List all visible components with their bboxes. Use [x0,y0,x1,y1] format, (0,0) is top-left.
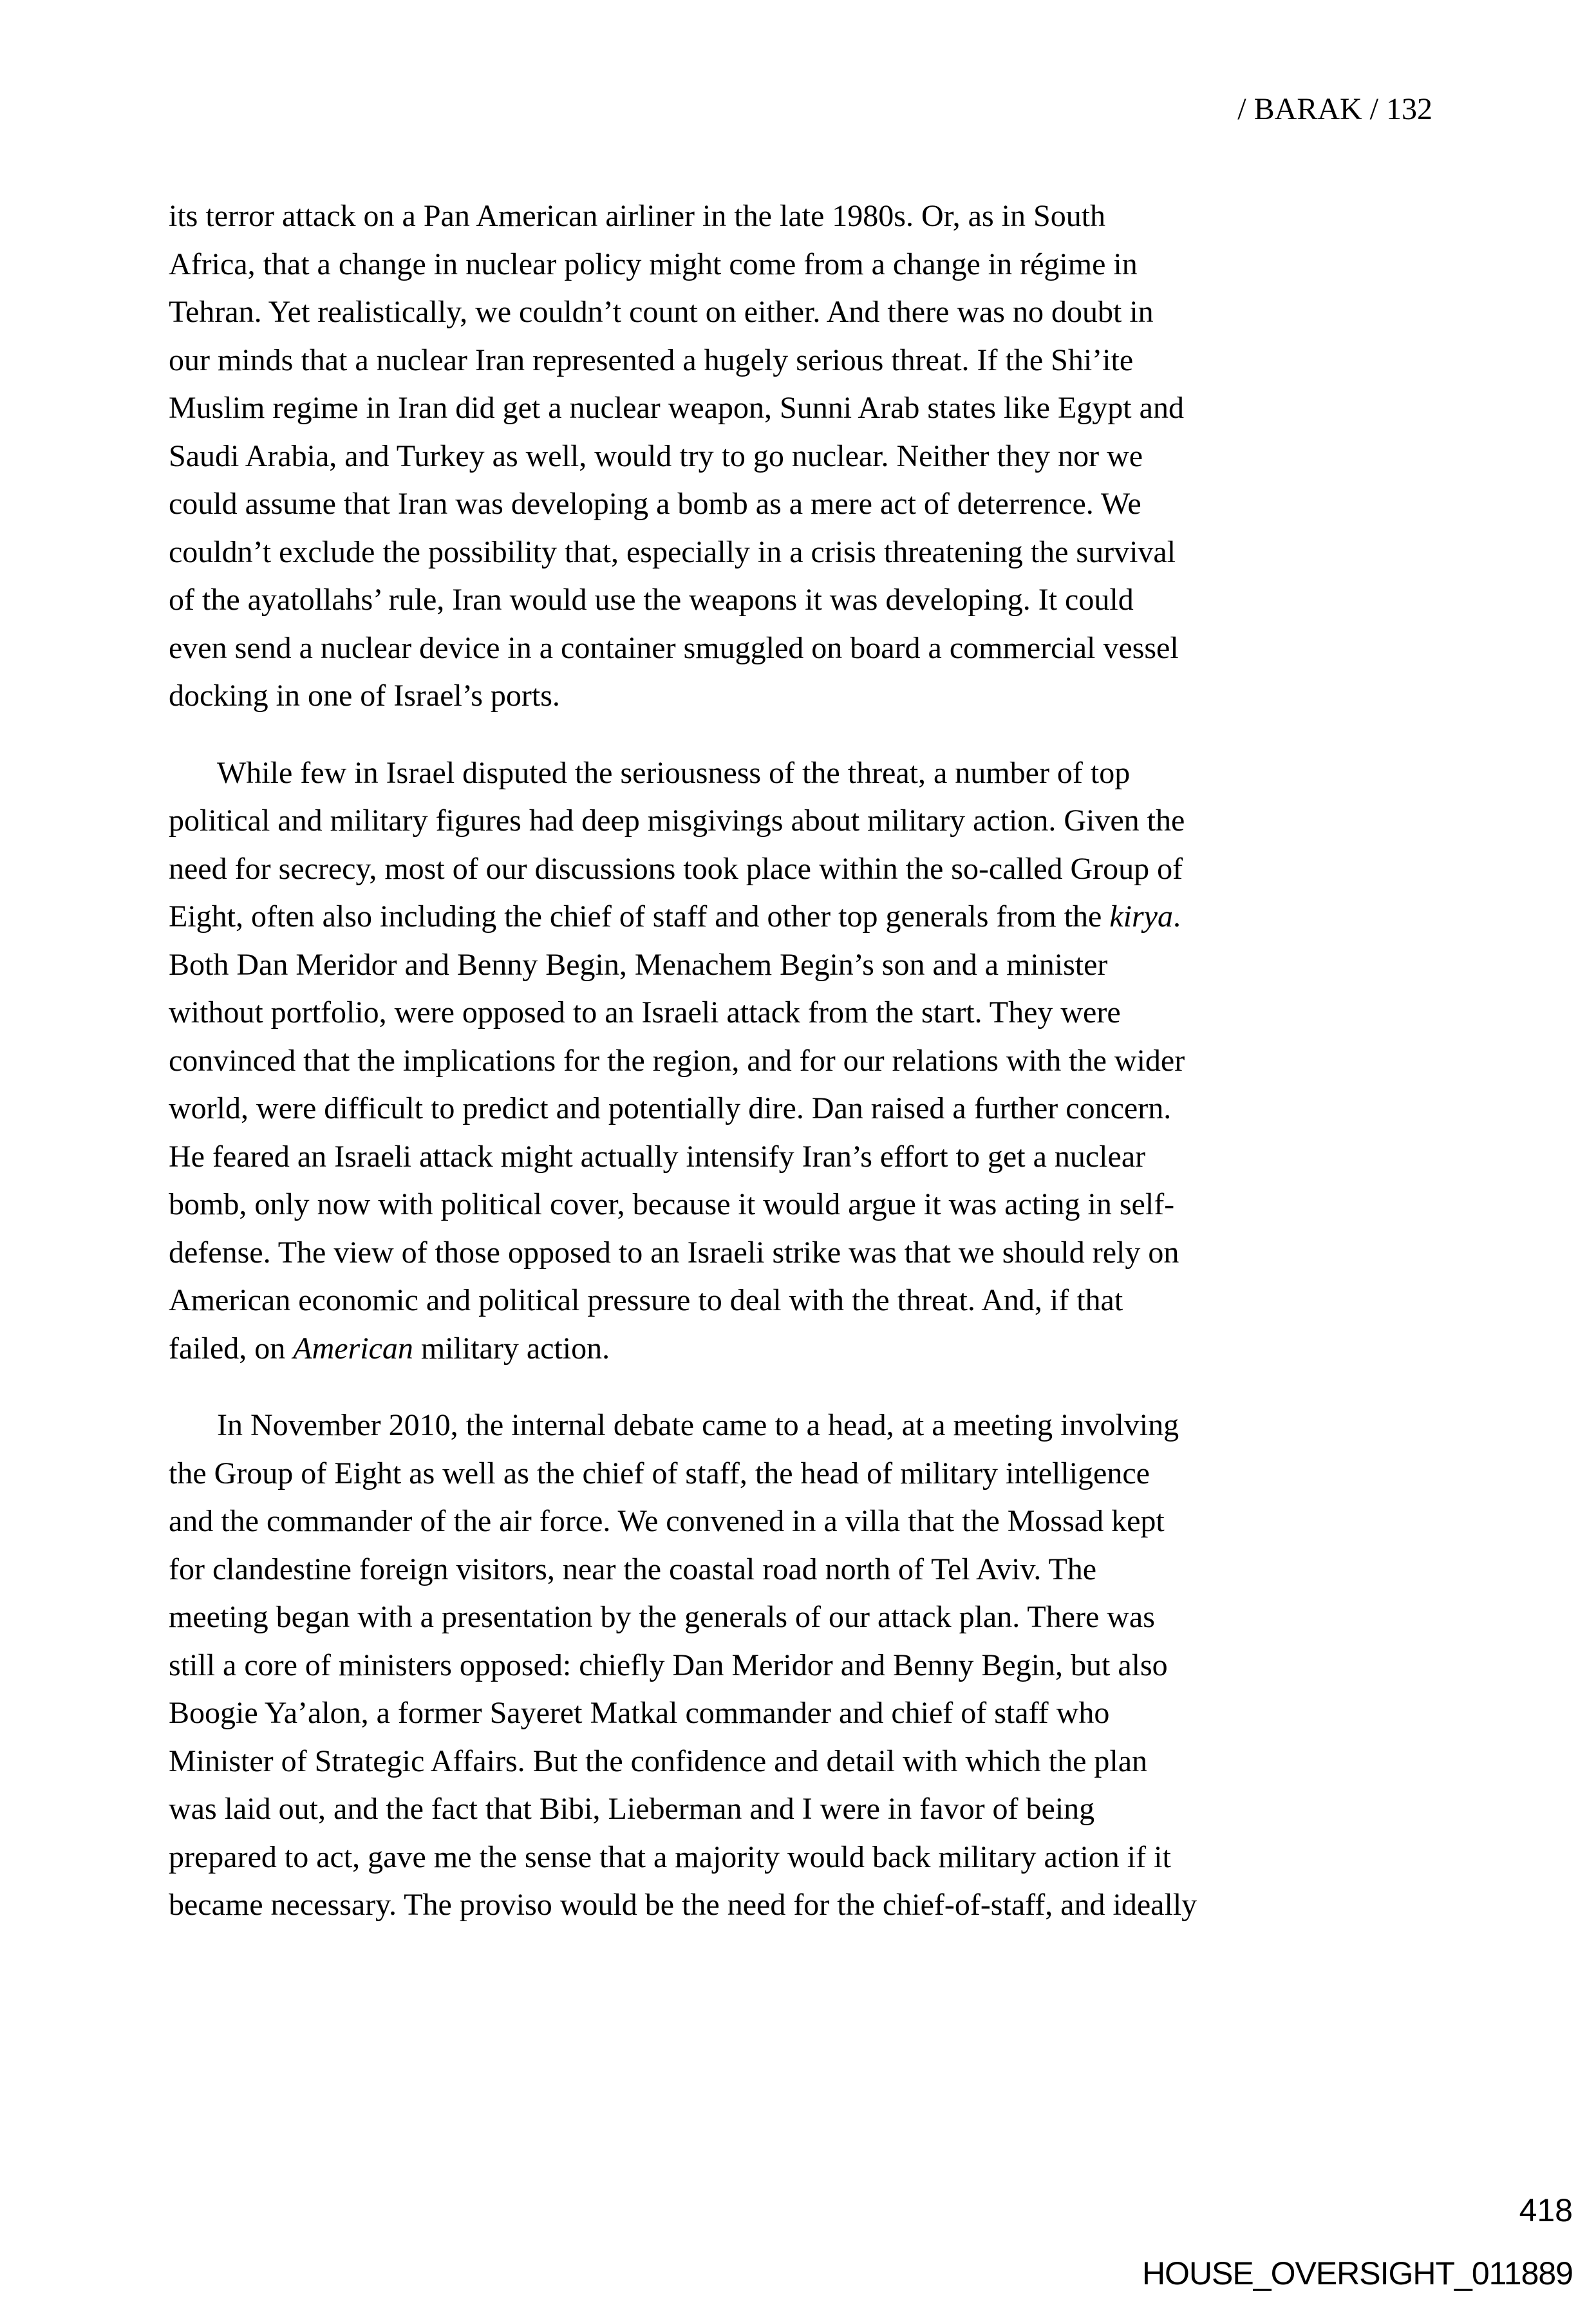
text-line: world, were difficult to predict and potentially dire. Dan raised a further concern. [169,1091,1172,1125]
text-line: meeting began with a presentation by the generals of our attack plan. There was [169,1600,1155,1634]
paragraph [169,749,1440,1373]
page-number: 418 [1519,2192,1573,2228]
text-line: Boogie Ya’alon, a former Sayeret Matkal commander and chief of staff who [169,1696,1110,1730]
text-line: Both Dan Meridor and Benny Begin, Menachem Begin’s son and a minister [169,947,1108,982]
text-line: Muslim regime in Iran did get a nuclear weapon, Sunni Arab states like Egypt and [169,391,1184,425]
text-line: couldn’t exclude the possibility that, especially in a crisis threatening the survival [169,534,1176,569]
text-line: He feared an Israeli attack might actually intensify Iran’s effort to get a nuclear [169,1139,1146,1174]
text-line: While few in Israel disputed the seriousness of the threat, a number of top [217,755,1131,790]
text-line: even send a nuclear device in a container smuggled on board a commercial vessel [169,630,1179,665]
text-line: American economic and political pressure to deal with the threat. And, if that [169,1283,1123,1317]
paragraph [169,193,1440,720]
text-line: prepared to act, gave me the sense that a majority would back military action if it [169,1839,1171,1874]
text-line: and the commander of the air force. We convened in a villa that the Mossad kept [169,1504,1165,1538]
body-text [169,193,1440,1959]
text-line: the Group of Eight as well as the chief of staff, the head of military intelligence [169,1456,1150,1490]
text-line: still a core of ministers opposed: chiefly Dan Meridor and Benny Begin, but also [169,1648,1168,1682]
text-line: Saudi Arabia, and Turkey as well, would try to go nuclear. Neither they nor we [169,438,1143,473]
text-line: our minds that a nuclear Iran represented a hugely serious threat. If the Shi’ite [169,343,1134,377]
running-head: / BARAK / 132 [1237,92,1432,126]
text-line: In November 2010, the internal debate came to a head, at a meeting involving [217,1408,1179,1442]
text-line: Minister of Strategic Affairs. But the confidence and detail with which the plan [169,1744,1148,1778]
text-line: of the ayatollahs’ rule, Iran would use the weapons it was developing. It could [169,583,1134,617]
paragraph [169,1402,1440,1930]
italic-segment: American [293,1331,413,1366]
text-line: Eight, often also including the chief of staff and other top generals from the kirya. [169,899,1181,934]
text-line: failed, on American military action. [169,1331,610,1366]
text-line: political and military figures had deep misgivings about military action. Given the [169,804,1185,838]
text-line: for clandestine foreign visitors, near the coastal road north of Tel Aviv. The [169,1552,1097,1586]
text-line: docking in one of Israel’s ports. [169,679,560,713]
text-line: defense. The view of those opposed to an Israeli strike was that we should rely on [169,1235,1179,1270]
text-line: was laid out, and the fact that Bibi, Lieberman and I were in favor of being [169,1792,1095,1826]
text-line: bomb, only now with political cover, because it would argue it was acting in self- [169,1187,1175,1221]
text-line: became necessary. The proviso would be the need for the chief-of-staff, and ideally [169,1888,1197,1922]
text-line: convinced that the implications for the region, and for our relations with the wider [169,1043,1185,1078]
italic-segment: kirya [1109,899,1173,934]
text-line: without portfolio, were opposed to an Israeli attack from the start. They were [169,995,1121,1029]
text-line: Africa, that a change in nuclear policy might come from a change in régime in [169,247,1138,281]
text-line: could assume that Iran was developing a bomb as a mere act of deterrence. We [169,487,1141,521]
text-line: its terror attack on a Pan American airliner in the late 1980s. Or, as in South [169,199,1106,233]
bates-stamp: HOUSE_OVERSIGHT_011889 [1141,2255,1573,2291]
text-line: need for secrecy, most of our discussions took place within the so-called Group of [169,851,1183,886]
text-line: Tehran. Yet realistically, we couldn’t count on either. And there was no doubt in [169,295,1154,329]
